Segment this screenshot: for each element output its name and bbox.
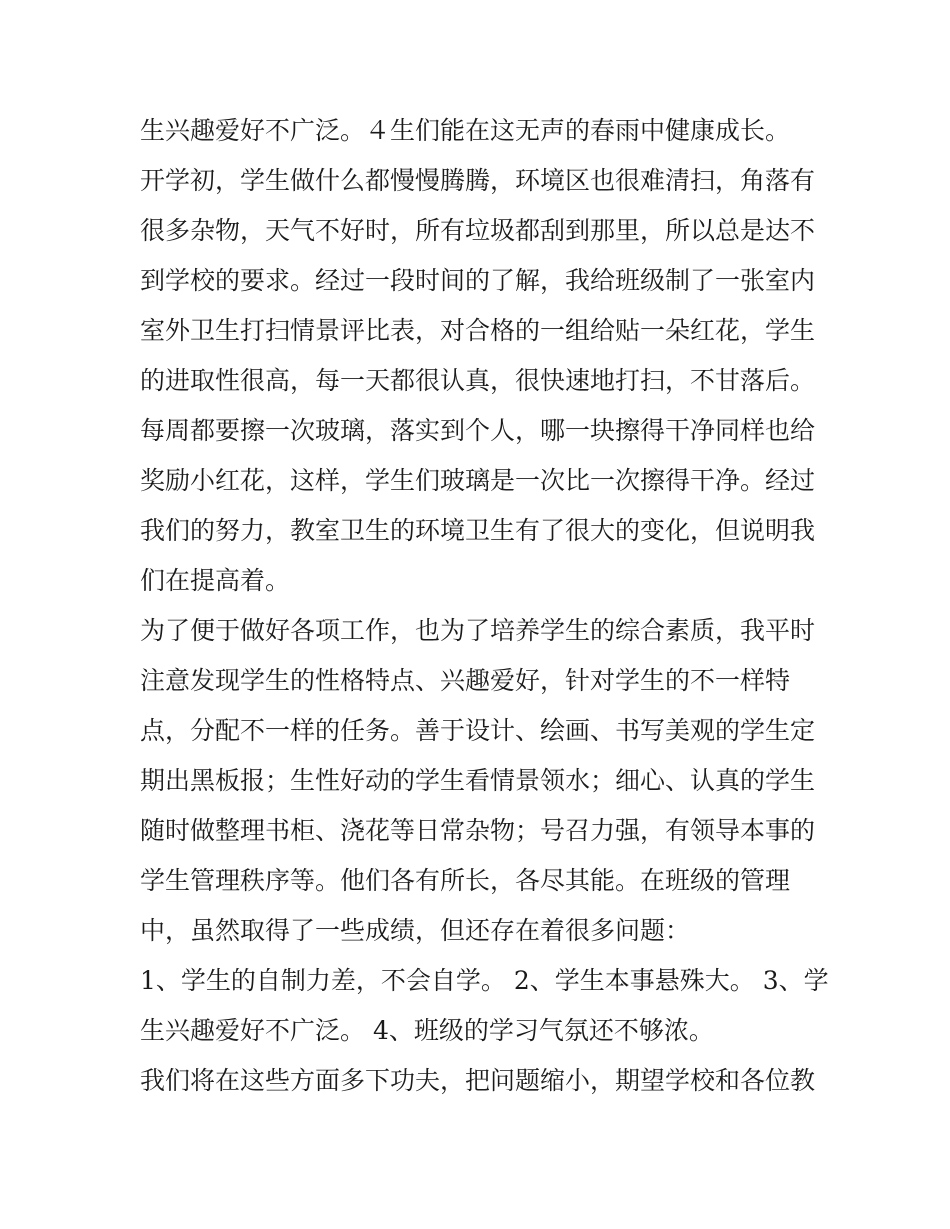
text-line: 奖励小红花，这样，学生们玻璃是一次比一次擦得干净。经过 [140,466,816,495]
text-line: 为了便于做好各项工作，也为了培养学生的综合素质，我平时 [140,616,816,645]
text-line: 到学校的要求。经过一段时间的了解，我给班级制了一张室内 [140,266,816,295]
text-line: 生兴趣爱好不广泛。４生们能在这无声的春雨中健康成长。 [140,116,791,145]
text-line: 1、学生的自制力差，不会自学。 2、学生本事悬殊大。 3、学 [140,966,829,995]
text-line: 生兴趣爱好不广泛。 4、班级的学习气氛还不够浓。 [140,1016,714,1045]
text-line: 的进取性很高，每一天都很认真，很快速地打扫，不甘落后。 [140,366,816,395]
text-line: 我们的努力，教室卫生的环境卫生有了很大的变化，但说明我 [140,516,816,545]
text-line: 学生管理秩序等。他们各有所长，各尽其能。在班级的管理 [140,866,791,895]
text-line: 点，分配不一样的任务。善于设计、绘画、书写美观的学生定 [140,716,816,745]
text-line: 们在提高着。 [140,566,291,595]
text-line: 很多杂物，天气不好时，所有垃圾都刮到那里，所以总是达不 [140,216,816,245]
text-line: 室外卫生打扫情景评比表，对合格的一组给贴一朵红花，学生 [140,316,816,345]
text-line: 我们将在这些方面多下功夫，把问题缩小，期望学校和各位教 [140,1066,816,1095]
text-line: 随时做整理书柜、浇花等日常杂物；号召力强，有领导本事的 [140,816,816,845]
text-line: 每周都要擦一次玻璃，落实到个人，哪一块擦得干净同样也给 [140,416,816,445]
text-line: 注意发现学生的性格特点、兴趣爱好，针对学生的不一样特 [140,666,791,695]
text-line: 开学初，学生做什么都慢慢腾腾，环境区也很难清扫，角落有 [140,166,816,195]
text-line: 中，虽然取得了一些成绩，但还存在着很多问题： [140,916,691,945]
text-line: 期出黑板报；生性好动的学生看情景领水；细心、认真的学生 [140,766,816,795]
